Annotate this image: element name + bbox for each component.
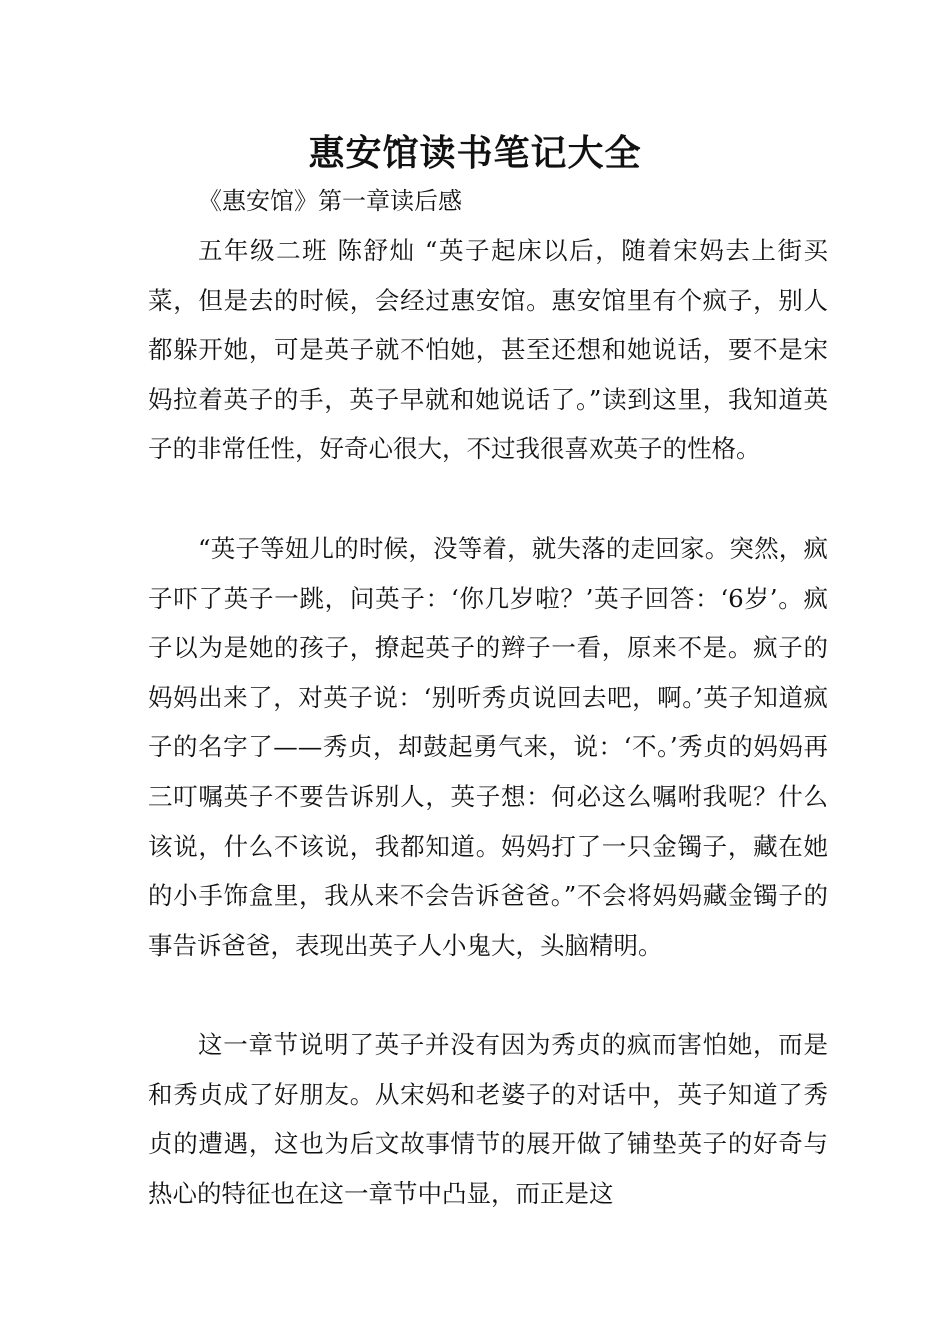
paragraph-3: 这一章节说明了英子并没有因为秀贞的疯而害怕她，而是和秀贞成了好朋友。从宋妈和老婆子的对话中，英子知道了秀贞的遭遇，这也为后文故事情节的展开做了铺垫英子的好奇与热心的特征也在这一章节中凸显，而正是这 bbox=[148, 1030, 828, 1208]
document-title: 惠安馆读书笔记大全 bbox=[308, 132, 642, 174]
document-subtitle: 《惠安馆》第一章读后感 bbox=[198, 187, 462, 215]
paragraph-2: “英子等妞儿的时候，没等着，就失落的走回家。突然，疯子吓了英子一跳，问英子：‘你几岁啦？’英子回答：‘6岁’。疯子以为是她的孩子，撩起英子的辫子一看，原来不是。疯子的妈妈出来了，对英子说：‘别听秀贞说回去吧，啊。’英子知道疯子的名字了——秀贞，却鼓起勇气来，说：‘不。’秀贞的妈妈再三叮嘱英子不要告诉别人，英子想：何必这么嘱咐我呢？什么该说，什么不该说，我都知道。妈妈打了一只金镯子，藏在她的小手饰盒里，我从来不会告诉爸爸。”不会将妈妈藏金镯子的事告诉爸爸，表现出英子人小鬼大，头脑精明。 bbox=[148, 534, 828, 960]
paragraph-1: 五年级二班 陈舒灿 “英子起床以后，随着宋妈去上街买菜，但是去的时候，会经过惠安馆。惠安馆里有个疯子，别人都躲开她，可是英子就不怕她，甚至还想和她说话，要不是宋妈拉着英子的手，英子早就和她说话了。”读到这里，我知道英子的非常任性，好奇心很大，不过我很喜欢英子的性格。 bbox=[148, 236, 828, 464]
